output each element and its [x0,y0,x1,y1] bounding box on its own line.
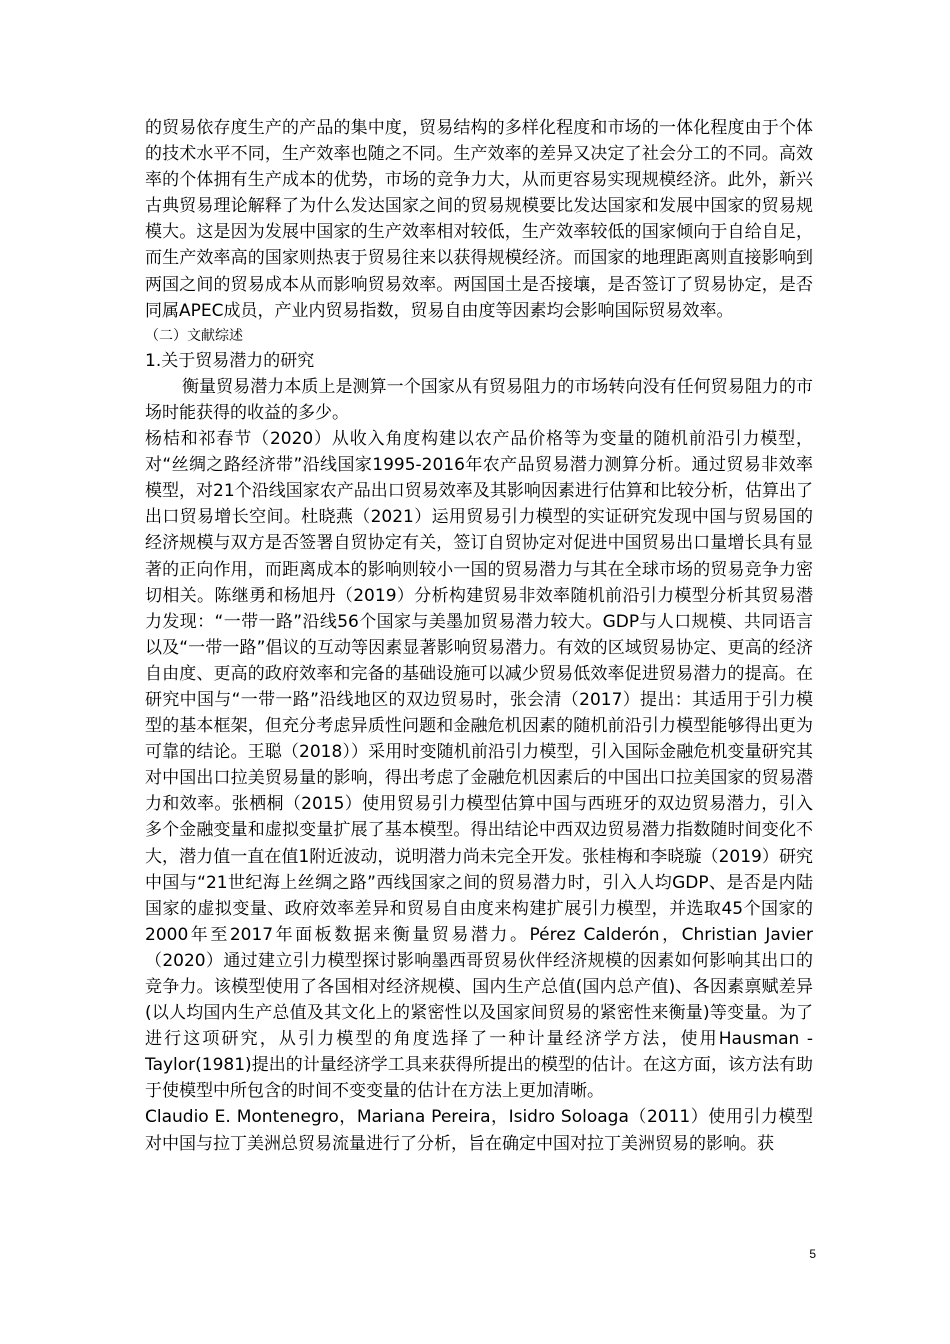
page-body [145,115,813,1157]
body-paragraph: 的贸易依存度生产的产品的集中度，贸易结构的多样化程度和市场的一体化程度由于个体的技术水平不同，生产效率也随之不同。生产效率的差异又决定了社会分工的不同。高效率的个体拥有生产成本的优势，市场的竞争力大，从而更容易实现规模经济。此外，新兴古典贸易理论解释了为什么发达国家之间的贸易规模要比发达国家和发展中国家的贸易规模大。这是因为发展中国家的生产效率相对较低，生产效率较低的国家倾向于自给自足，而生产效率高的国家则热衷于贸易往来以获得规模经济。而国家的地理距离则直接影响到两国之间的贸易成本从而影响贸易效率。两国国土是否接壤，是否签订了贸易协定，是否同属APEC成员，产业内贸易指数，贸易自由度等因素均会影响国际贸易效率。 [145,118,813,321]
body-paragraph: Claudio E. Montenegro，Mariana Pereira，Isidro Soloaga（2011）使用引力模型对中国与拉丁美洲总贸易流量进行了分析，旨在确定中国对拉丁美洲贸易的影响。获 [145,1107,813,1154]
page-number: 5 [809,1247,816,1261]
body-paragraph: 杨桔和祁春节（2020）从收入角度构建以农产品价格等为变量的随机前沿引力模型，对“丝绸之路经济带”沿线国家1995-2016年农产品贸易潜力测算分析。通过贸易非效率模型，对21个沿线国家农产品出口贸易效率及其影响因素进行估算和比较分析，估算出了出口贸易增长空间。杜晓燕（2021）运用贸易引力模型的实证研究发现中国与贸易国的经济规模与双方是否签署自贸协定有关，签订自贸协定对促进中国贸易出口量增长具有显著的正向作用，而距离成本的影响则较小一国的贸易潜力与其在全球市场的贸易竞争力密切相关。陈继勇和杨旭丹（2019）分析构建贸易非效率随机前沿引力模型分析其贸易潜力发现：“一带一路”沿线56个国家与美墨加贸易潜力较大。GDP与人口规模、共同语言以及“一带一路”倡议的互动等因素显著影响贸易潜力。有效的区域贸易协定、更高的经济自由度、更高的政府效率和完备的基础设施可以减少贸易低效率促进贸易潜力的提高。在研究中国与“一带一路”沿线地区的双边贸易时，张会清（2017）提出：其适用于引力模型的基本框架，但充分考虑异质性问题和金融危机因素的随机前沿引力模型能够得出更为可靠的结论。王聪（2018））采用时变随机前沿引力模型，引入国际金融危机变量研究其对中国出口拉美贸易量的影响，得出考虑了金融危机因素后的中国出口拉美国家的贸易潜力和效率。张栖桐（2015）使用贸易引力模型估算中国与西班牙的双边贸易潜力，引入多个金融变量和虚拟变量扩展了基本模型。得出结论中西双边贸易潜力指数随时间变化不大，潜力值一直在值1附近波动，说明潜力尚未完全开发。张桂梅和李晓璇（2019）研究中国与“21世纪海上丝绸之路”西线国家之间的贸易潜力时，引入人均GDP、是否是内陆国家的虚拟变量、政府效率差异和贸易自由度来构建扩展引力模型，并选取45个国家的2000年至2017年面板数据来衡量贸易潜力。Pérez Calderón，Christian Javier（2020）通过建立引力模型探讨影响墨西哥贸易伙伴经济规模的因素如何影响其出口的竞争力。该模型使用了各国相对经济规模、国内生产总值(国内总产值)、各因素禀赋差异(以人均国内生产总值及其文化上的紧密性以及国家间贸易的紧密性来衡量)等变量。为了进行这项研究，从引力模型的角度选择了一种计量经济学方法，使用Hausman - Taylor(1981)提出的计量经济学工具来获得所提出的模型的估计。在这方面，该方法有助于使模型中所包含的时间不变变量的估计在方法上更加清晰。 [145,429,813,1102]
section-heading: （二）文献综述 [145,327,243,344]
subsection-heading: 1.关于贸易潜力的研究 [145,350,315,371]
body-paragraph: 衡量贸易潜力本质上是测算一个国家从有贸易阻力的市场转向没有任何贸易阻力的市场时能获得的收益的多少。 [145,376,813,423]
